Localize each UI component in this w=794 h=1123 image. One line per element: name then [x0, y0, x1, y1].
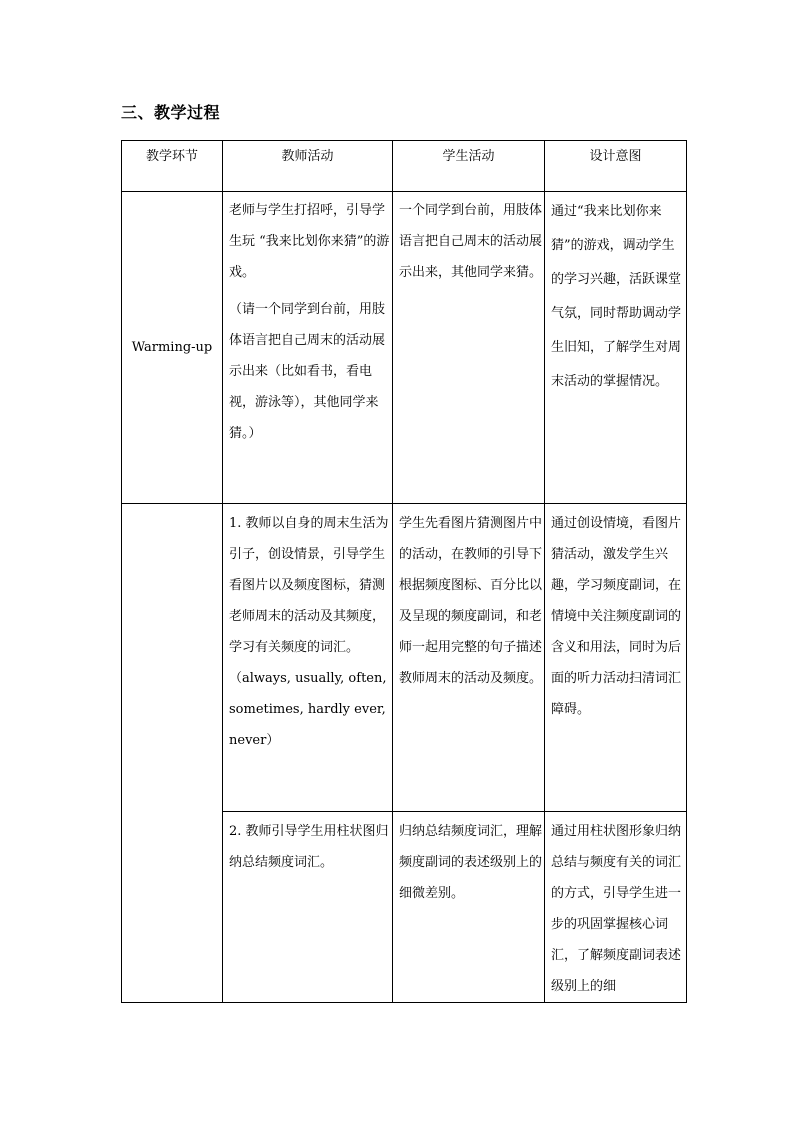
student-activity-cell — [393, 812, 545, 1003]
student-activity-cell — [393, 504, 545, 812]
design-intent-text: 通过“我来比划你来猜”的游戏，调动学生的学习兴趣，活跃课堂气氛，同时帮助调动学生旧知，了解学生对周末活动的掌握情况。 — [551, 204, 682, 389]
teacher-activity-cell — [223, 812, 393, 1003]
teacher-activity-cell — [223, 504, 393, 812]
teaching-process-table — [121, 140, 687, 1003]
design-intent-text: 通过创设情境，看图片猜活动，激发学生兴趣，学习频度副词，在情境中关注频度副词的含义和用法，同时为后面的听力活动扫清词汇障碍。 — [551, 516, 682, 717]
teacher-activity-cell — [223, 192, 393, 504]
table-row-presentation-1 — [122, 504, 687, 812]
teacher-activity-note: （请一个同学到台前，用肢体语言把自己周末的活动展示出来（比如看书，看电视，游泳等），其他同学来猜。） — [229, 302, 386, 441]
stage-cell — [122, 192, 223, 504]
student-activity-text: 一个同学到台前，用肢体语言把自己周末的活动展示出来，其他同学来猜。 — [399, 203, 543, 280]
design-intent-cell — [545, 812, 687, 1003]
student-activity-text: 归纳总结频度词汇，理解频度副词的表述级别上的细微差别。 — [399, 824, 543, 901]
header-stage: 教学环节 — [122, 141, 223, 192]
student-activity-cell — [393, 192, 545, 504]
header-student-activity: 学生活动 — [393, 141, 545, 192]
student-activity-text: 学生先看图片猜测图片中的活动，在教师的引导下根据频度图标、百分比以及呈现的频度副词，和老师一起用完整的句子描述教师周末的活动及频度。 — [399, 516, 543, 686]
teacher-activity-text: 1. 教师以自身的周末生活为引子，创设情景，引导学生看图片以及频度图标，猜测老师周末的活动及其频度，学习有关频度的词汇。（always, usually, often, sometimes, hardly ever, never） — [229, 516, 389, 748]
design-intent-cell — [545, 504, 687, 812]
header-design-intent: 设计意图 — [545, 141, 687, 192]
section-title: 三、教学过程 — [121, 103, 221, 122]
header-teacher-activity: 教师活动 — [223, 141, 393, 192]
stage-label: Warming-up — [131, 340, 213, 355]
table-header-row — [122, 141, 687, 192]
teacher-activity-text: 2. 教师引导学生用柱状图归纳总结频度词汇。 — [229, 824, 389, 870]
stage-cell — [122, 504, 223, 1003]
design-intent-cell — [545, 192, 687, 504]
table-row-warming-up — [122, 192, 687, 504]
teacher-activity-text: 老师与学生打招呼，引导学生玩 “我来比划你来猜”的游戏。 — [229, 203, 390, 280]
design-intent-text: 通过用柱状图形象归纳总结与频度有关的词汇的方式，引导学生进一步的巩固掌握核心词汇，了解频度副词表述级别上的细 — [551, 824, 682, 994]
